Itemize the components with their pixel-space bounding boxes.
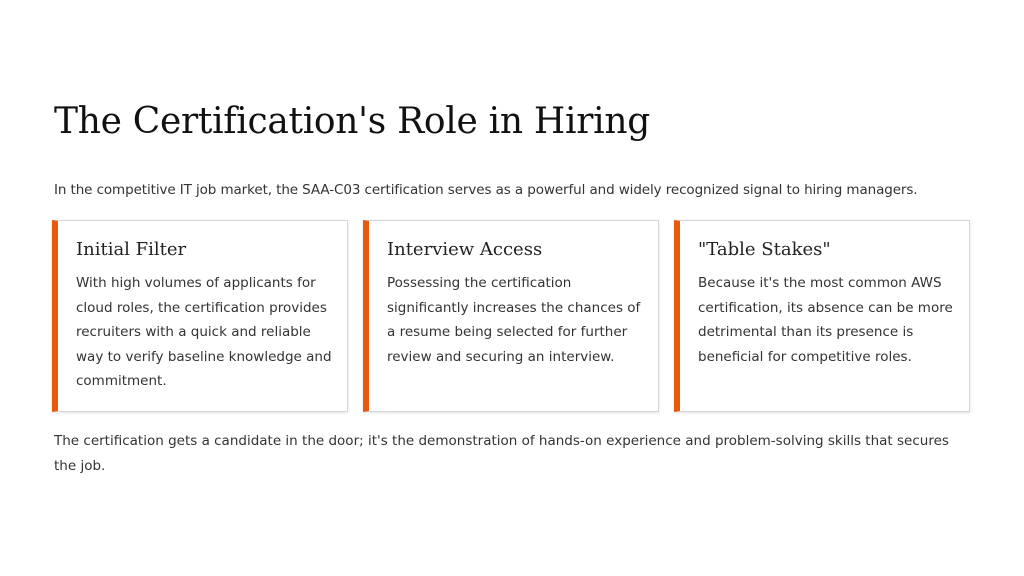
card-table-stakes	[674, 220, 970, 412]
card-title: Interview Access	[387, 239, 543, 260]
intro-text: In the competitive IT job market, the SAA-C03 certification serves as a powerful and widely recognized signal to hiring managers.	[54, 182, 918, 198]
outro-text: The certification gets a candidate in the door; it's the demonstration of hands-on experience and problem-solving skills that secures the job.	[54, 433, 949, 474]
slide-title: The Certification's Role in Hiring	[54, 101, 650, 142]
card-interview-access	[363, 220, 659, 412]
card-row	[52, 220, 970, 412]
card-title: "Table Stakes"	[698, 239, 831, 260]
card-title: Initial Filter	[76, 239, 187, 260]
card-body: Because it's the most common AWS certification, its absence can be more detrimental than its presence is beneficial for competitive roles.	[698, 275, 953, 365]
card-body: With high volumes of applicants for cloud roles, the certification provides recruiters with a quick and reliable way to verify baseline knowledge and commitment.	[76, 275, 332, 389]
card-body: Possessing the certification significantly increases the chances of a resume being selected for further review and securing an interview.	[387, 275, 641, 365]
card-initial-filter	[52, 220, 348, 412]
